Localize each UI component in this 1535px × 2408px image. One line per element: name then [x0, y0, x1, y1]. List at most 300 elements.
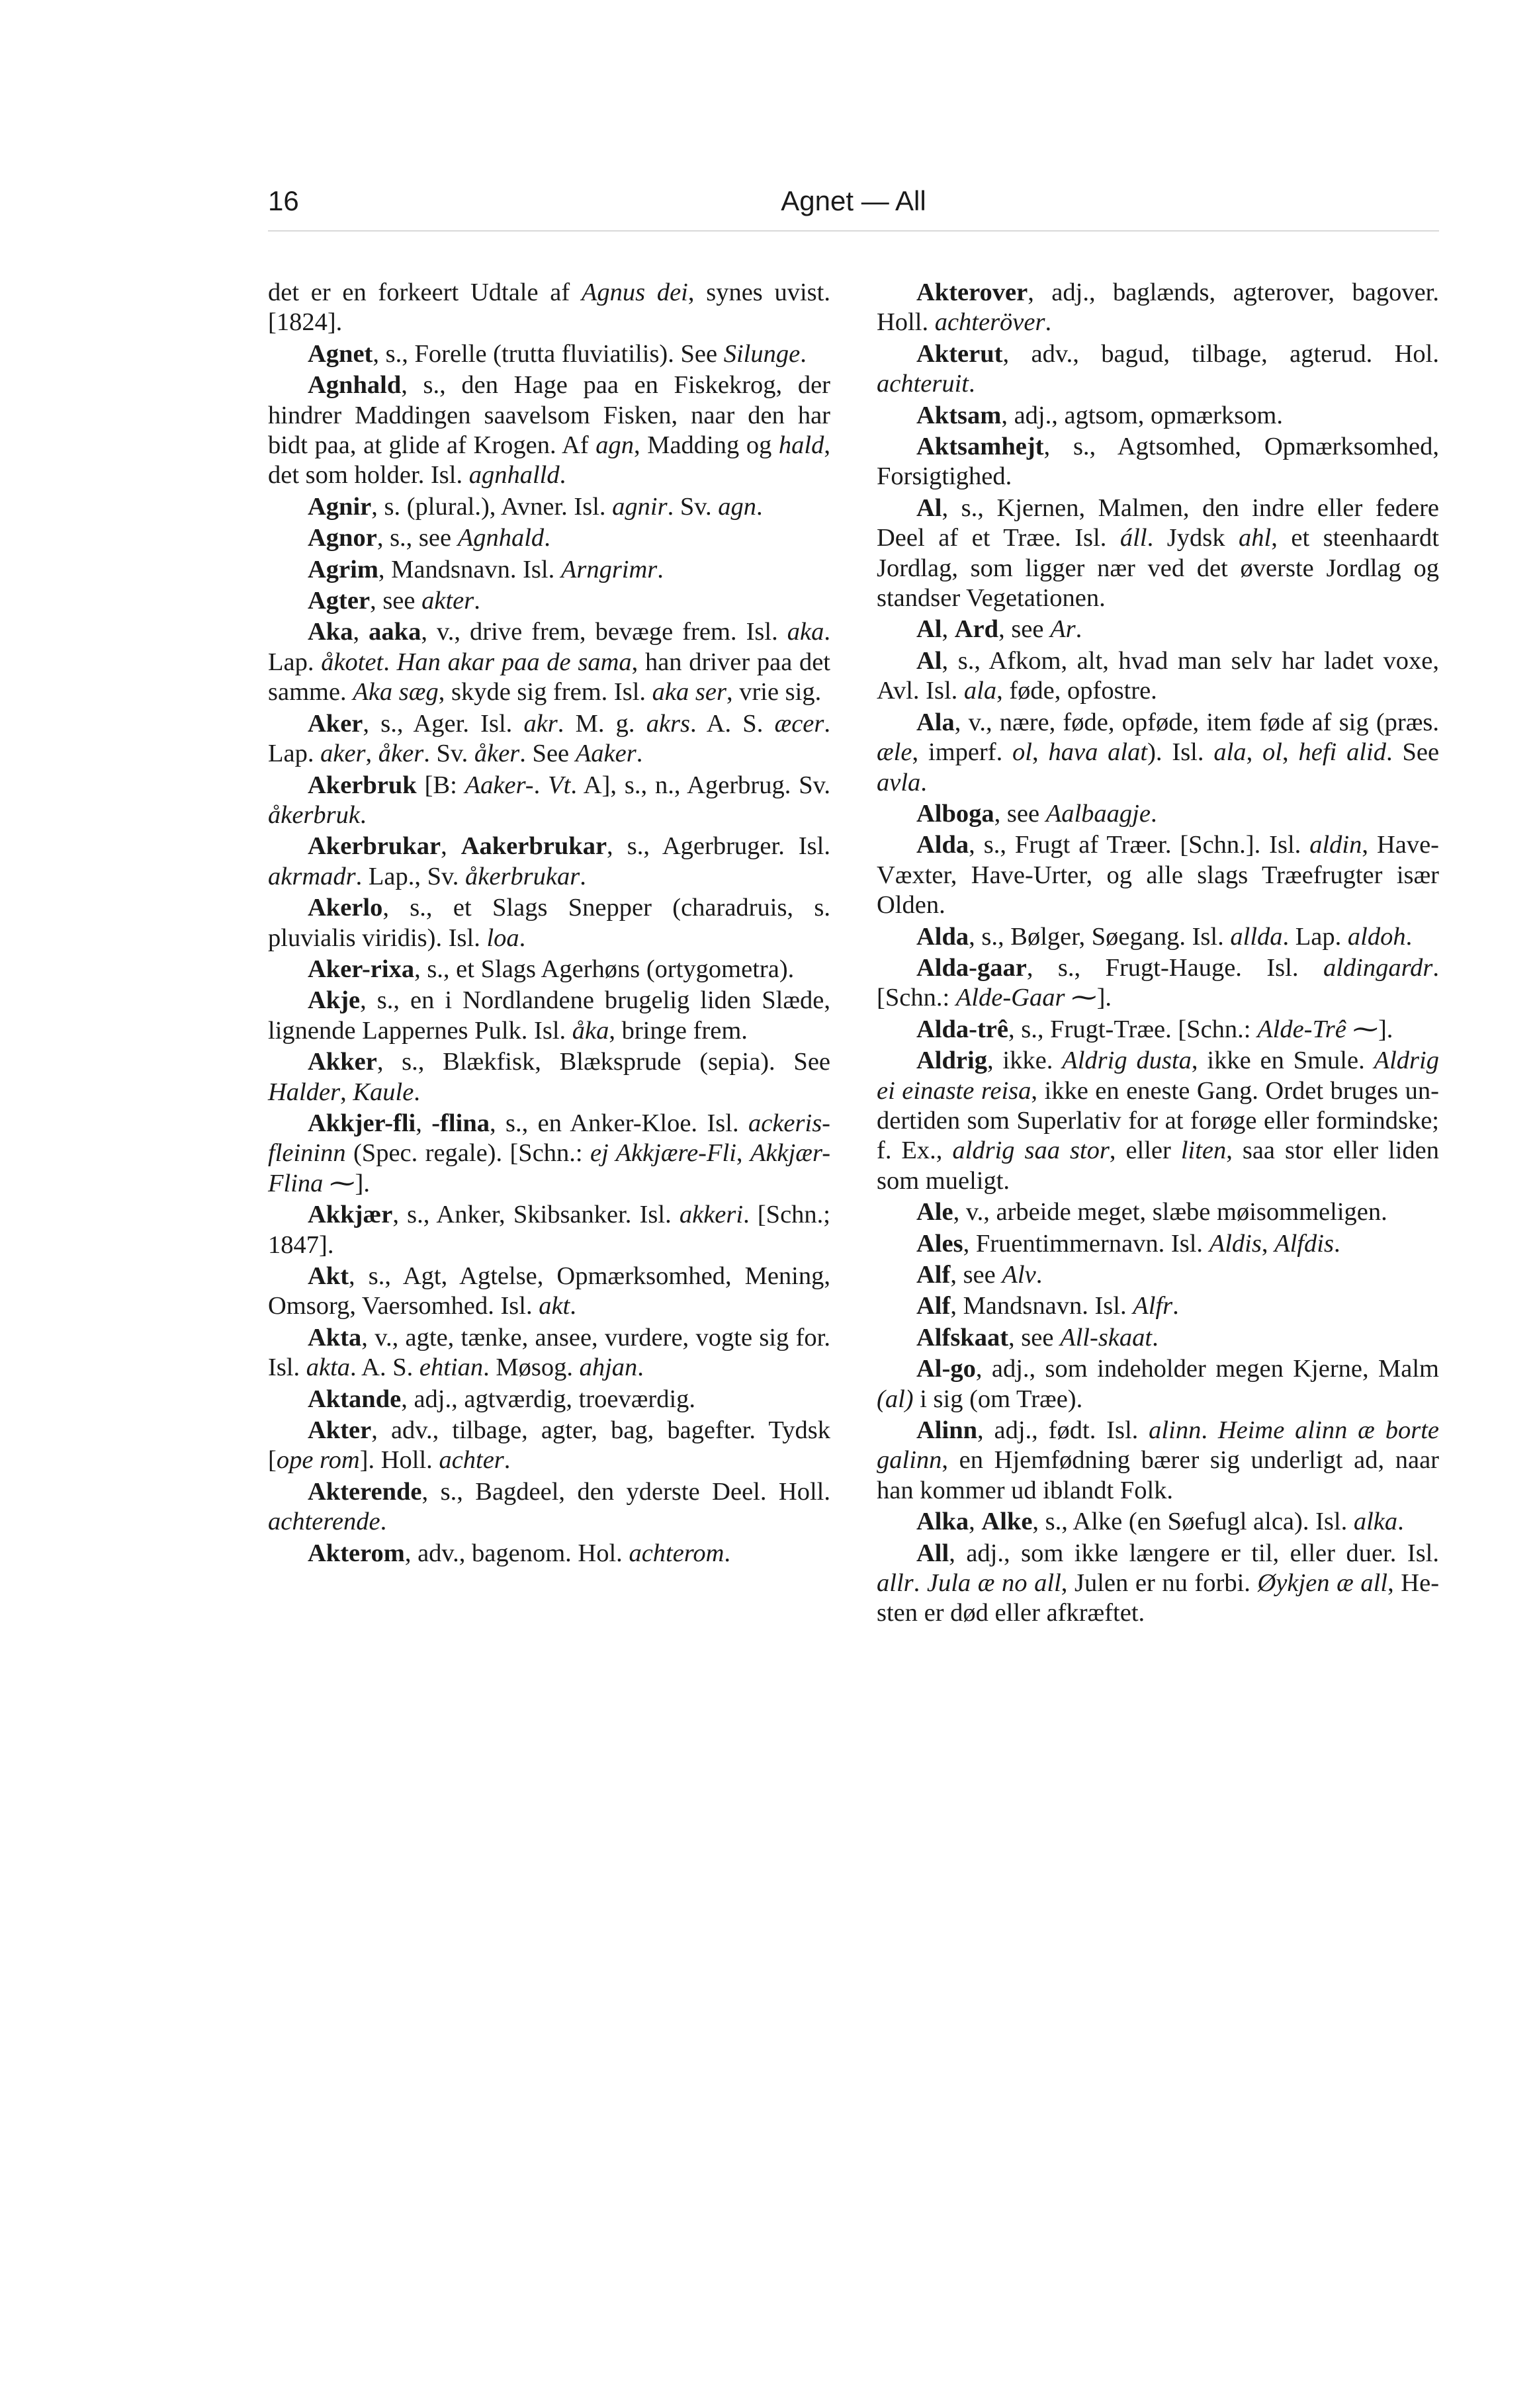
entry-text: , s., Agt, Agtelse, Opmærksomhed, Mening, Omsorg, Vaersomhed. Isl. [268, 1262, 830, 1320]
headword: Al [916, 494, 942, 522]
italic-term: Aldis [1209, 1229, 1262, 1258]
headword: Al-go [916, 1355, 976, 1383]
italic-term: aldoh [1347, 922, 1406, 951]
headword: Agnor [308, 524, 377, 552]
entry-text: , see [950, 1261, 1002, 1289]
entry-text: , v., nære, føde, opføde, item føde af sig (præs. [954, 708, 1439, 736]
entry-text: . [724, 1539, 731, 1567]
dictionary-entry [877, 1229, 1439, 1259]
entry-text: [B: [416, 771, 465, 799]
entry-text: . [1150, 799, 1157, 828]
italic-term: achter [439, 1446, 504, 1475]
italic-term: Alfr [1133, 1292, 1173, 1320]
headword: Aker [308, 709, 363, 738]
entry-text: , s., Frugt-Hauge. Isl. [1026, 953, 1323, 982]
italic-term: akkeri [679, 1201, 744, 1229]
entry-text: , s., Frugt af Træer. [Schn.]. Isl. [969, 831, 1310, 859]
dictionary-entry [877, 494, 1439, 614]
entry-text: , Have-Væxter, Have-Urter, og alle slags Træefrugter især Olden. [877, 831, 1439, 920]
entry-text: , Mandsnavn. Isl. [950, 1292, 1133, 1320]
entry-text: . Jydsk [1147, 524, 1239, 552]
dictionary-entry [268, 1416, 830, 1476]
italic-term: åker [378, 740, 424, 768]
entry-text: . [756, 492, 763, 521]
italic-term: ehtian [419, 1354, 484, 1382]
headword: Al [916, 615, 942, 644]
entry-text: . [1172, 1292, 1179, 1320]
header-rule [268, 230, 1439, 232]
entry-text: , føde, opfostre. [996, 677, 1157, 705]
italic-term: ala [963, 677, 997, 705]
entry-text: . [Schn.: [877, 953, 1439, 1012]
entry-text: , skyde sig frem. Isl. [438, 678, 652, 707]
italic-term: agn [718, 492, 757, 521]
headword: Agrim [308, 555, 378, 583]
dictionary-entry [877, 432, 1439, 492]
entry-text: , [942, 615, 955, 644]
italic-term: ol [1262, 738, 1282, 767]
headword: Akerbruk [308, 771, 417, 799]
dictionary-entry [877, 708, 1439, 798]
dictionary-entry [268, 1539, 830, 1569]
headword: Aka [308, 618, 353, 646]
italic-term: Alfdis [1274, 1229, 1334, 1258]
headword: Akterut [916, 339, 1003, 368]
entry-text: . Lap. [268, 618, 830, 676]
headword: Ale [916, 1198, 953, 1226]
headword: Ard [954, 615, 999, 644]
dictionary-entry [877, 953, 1439, 1013]
italic-term: åkerbrukar [465, 862, 580, 890]
italic-term: ackeris-fleininn [268, 1109, 830, 1168]
italic-term: Halder [268, 1078, 341, 1106]
entry-text: (Spec. regale). [Schn.: [345, 1139, 590, 1168]
dictionary-entry [877, 615, 1439, 644]
entry-text: . A. S. [350, 1354, 419, 1382]
entry-text: . [636, 740, 643, 768]
dictionary-entry [877, 1416, 1439, 1506]
dictionary-entry [268, 1047, 830, 1107]
entry-text: , han driver paa det samme. [268, 648, 831, 707]
italic-term: hald [778, 431, 824, 460]
italic-term: (al) [877, 1385, 914, 1413]
entry-text: , s., Bagdeel, den yderste Deel. Holl. [421, 1477, 830, 1506]
dictionary-entry [877, 1539, 1439, 1629]
italic-term: loa [486, 924, 519, 952]
entry-text: , s., Forelle (trutta fluviatilis). See [373, 339, 724, 368]
dictionary-entry [268, 771, 830, 831]
italic-term: Øykjen æ all [1257, 1569, 1388, 1598]
headword: Agnhald [308, 371, 402, 400]
entry-text: , see [370, 587, 422, 615]
entry-text: . [559, 461, 566, 490]
entry-text: , adj., født. Isl. [977, 1416, 1149, 1445]
entry-text: , adj., agtsom, opmærksom. [1001, 401, 1283, 429]
entry-text: , Fruentimmernavn. Isl. [963, 1229, 1209, 1258]
italic-term: akter [421, 587, 474, 615]
italic-term: akt [539, 1292, 570, 1320]
entry-text: . [637, 1354, 644, 1382]
entry-text: , Julen er nu forbi. [1061, 1569, 1258, 1598]
entry-text: . Møsog. [483, 1354, 580, 1382]
entry-text: . Lap., Sv. [355, 862, 466, 890]
headword: Akje [308, 986, 361, 1015]
entry-text: . Lap. [268, 709, 830, 768]
dictionary-entry [877, 830, 1439, 920]
headword: Alboga [916, 799, 994, 828]
entry-text: , adj., baglænds, agterover, bagover. Holl. [877, 279, 1439, 337]
entry-text: , v., agte, tænke, ansee, vurdere, vogte sig for. Isl. [268, 1323, 830, 1382]
italic-term: agn [595, 431, 635, 460]
dictionary-entry [268, 586, 830, 616]
entry-text: . A. S. [690, 709, 775, 738]
headword: Akt [308, 1262, 349, 1290]
headword: Alda-gaar [916, 953, 1027, 982]
entry-text: , ikke en Smule. [1191, 1047, 1374, 1075]
entry-text: , s., en Anker-Kloe. Isl. [489, 1109, 748, 1137]
entry-text: , Mandsnavn. Isl. [378, 555, 561, 583]
italic-term: achteröver [934, 308, 1045, 337]
dictionary-entry [268, 523, 830, 553]
italic-term: Aka sæg [353, 678, 439, 707]
italic-term: Akkjær-Flina [268, 1139, 831, 1197]
italic-term: alka [1353, 1508, 1398, 1536]
entry-text: , s., den Hage paa en Fiskekrog, der hindrer Maddingen saavelsom Fisken, naar den har bidt paa, at glide af Krogen. Af [268, 371, 830, 460]
italic-term: aka [787, 618, 824, 646]
italic-term: Han akar paa de sama [396, 648, 632, 676]
italic-term: Ar [1050, 615, 1076, 644]
entry-text: . [519, 924, 526, 952]
entry-text: , ikke en eneste Gang. Ordet bruges undertiden som Superlativ for at forøge eller formindske; f. Ex., [877, 1076, 1439, 1165]
entry-text: , [1282, 738, 1299, 767]
entry-text: . [Schn.; 1847]. [268, 1201, 830, 1259]
italic-term: allda [1230, 922, 1283, 951]
entry-text: . [1045, 308, 1052, 337]
italic-term: Aldrig ei einaste reisa [877, 1047, 1439, 1105]
entry-text: , v., arbeide meget, slæbe møisommeligen. [953, 1198, 1387, 1226]
entry-text: , s., Blækfisk, Blæksprude (sepia). See [376, 1048, 830, 1076]
dictionary-entry [877, 339, 1439, 400]
headword: -flina [431, 1109, 490, 1137]
dictionary-entry [268, 1262, 830, 1322]
entry-text: ⁓]. [1346, 1015, 1393, 1043]
dictionary-entry [268, 1200, 830, 1260]
entry-text: . [544, 524, 550, 552]
headword: Ales [916, 1229, 963, 1258]
italic-term: åka [572, 1016, 609, 1045]
headword: Alke [981, 1508, 1033, 1536]
italic-term: Aalbaagje [1045, 799, 1151, 828]
entry-text: ⁓]. [1065, 984, 1112, 1012]
dictionary-entry [268, 832, 830, 892]
entry-text: , det som holder. Isl. [268, 431, 830, 490]
italic-term: achterom [629, 1539, 724, 1567]
entry-text: . [504, 1446, 511, 1475]
entry-text: , [441, 832, 461, 861]
italic-term: allr [877, 1569, 914, 1598]
headword: Akter [308, 1416, 372, 1445]
entry-text: . [1201, 1416, 1218, 1445]
dictionary-entry [877, 278, 1439, 338]
italic-term: Aldrig dusta [1062, 1047, 1192, 1075]
dictionary-entry [877, 1015, 1439, 1045]
headword: Aakerbrukar [460, 832, 607, 861]
dictionary-entry [268, 555, 830, 585]
italic-term: áll [1119, 524, 1147, 552]
entry-text: . M. g. [557, 709, 646, 738]
dictionary-entry [268, 617, 830, 707]
entry-text: , vrie sig. [726, 678, 822, 707]
entry-text: . See [519, 740, 576, 768]
entry-text: , [365, 740, 378, 768]
entry-text: , s. (plural.), Avner. Isl. [371, 492, 613, 521]
dictionary-entry [877, 1507, 1439, 1537]
headword: Akterover [916, 279, 1028, 306]
entry-text: . [1152, 1323, 1159, 1352]
headword: Aktande [308, 1385, 402, 1413]
headword: Alfskaat [916, 1323, 1009, 1352]
running-head: Agnet — All [781, 185, 926, 216]
italic-term: alinn [1149, 1416, 1202, 1445]
italic-term: ope rom [276, 1446, 360, 1475]
italic-term: ahjan [579, 1354, 638, 1382]
entry-text: , s., see [376, 524, 458, 552]
dictionary-entry [877, 922, 1439, 952]
entry-text: . [1397, 1508, 1404, 1536]
entry-text: . [533, 771, 548, 799]
italic-term: Jula æ no all [926, 1569, 1061, 1598]
entry-text: , saa stor eller liden som mueligt. [877, 1137, 1440, 1195]
italic-term: Aaker- [464, 771, 534, 799]
headword: Akerbrukar [308, 832, 441, 861]
entry-text: ⁓]. [323, 1169, 370, 1197]
left-column [268, 278, 830, 1570]
entry-text: . [969, 370, 975, 398]
entry-text: ). Isl. [1147, 738, 1214, 767]
entry-text: . [474, 587, 480, 615]
italic-term: aldin [1309, 831, 1362, 859]
dictionary-entry [268, 955, 830, 984]
dictionary-entry [877, 1260, 1439, 1290]
dictionary-entry [268, 893, 830, 953]
headword: Alka [916, 1508, 969, 1536]
page-number: 16 [268, 185, 299, 216]
entry-text: , [1261, 1229, 1275, 1258]
italic-term: agnir [612, 492, 668, 521]
headword: Alf [916, 1261, 951, 1289]
italic-term: ej Akkjære-Fli [590, 1139, 736, 1168]
italic-term: Heime alinn æ borte galinn [877, 1416, 1439, 1475]
headword: Al [916, 646, 942, 675]
entry-text: , ikke. [987, 1047, 1063, 1075]
dictionary-entry [877, 1354, 1439, 1414]
headword: Akkjær [308, 1201, 393, 1229]
headword: Aktsam [916, 401, 1002, 429]
entry-text: , [340, 1078, 353, 1106]
entry-text: . Lap. [1282, 922, 1348, 951]
dictionary-entry [877, 1291, 1439, 1321]
entry-text: det er en forkeert Udtale af [268, 279, 582, 306]
dictionary-entry [877, 799, 1439, 829]
italic-term: Kaule [353, 1078, 414, 1106]
dictionary-entry [877, 401, 1439, 431]
entry-text: . [570, 1292, 576, 1320]
dictionary-entry [268, 339, 830, 369]
entry-text: , see [1008, 1323, 1061, 1352]
italic-term: Aaker [575, 740, 636, 768]
headword: Akterom [308, 1539, 405, 1567]
italic-term: ol [1012, 738, 1032, 767]
entry-text: , [736, 1139, 750, 1168]
italic-term: aldingardr [1323, 953, 1433, 982]
entry-text: , adj., som ikke længere er til, eller duer. Isl. [949, 1539, 1439, 1567]
headword: Akkjer-fli [308, 1109, 416, 1137]
entry-text: , s., Agerbruger. Isl. [607, 832, 830, 861]
dictionary-entry [268, 709, 830, 769]
dictionary-entry [877, 1046, 1439, 1196]
entry-text: , en Hjemfødning bærer sig underligt ad, naar han kommer ud iblandt Folk. [877, 1446, 1439, 1504]
headword: Akta [308, 1323, 362, 1352]
headword: Aldrig [916, 1047, 987, 1075]
entry-text: , adv., bagenom. Hol. [404, 1539, 629, 1567]
italic-term: Alv [1002, 1261, 1036, 1289]
italic-term: Vt [548, 771, 571, 799]
italic-term: akta [306, 1354, 351, 1382]
italic-term: åkotet [321, 648, 384, 676]
entry-text: . [414, 1078, 420, 1106]
entry-text: . [580, 862, 586, 890]
italic-term: æcer [774, 709, 824, 738]
entry-text: , s., Frugt-Træe. [Schn.: [1008, 1015, 1258, 1043]
italic-term: avla [877, 768, 921, 796]
entry-text: , adv., bagud, tilbage, agterud. Hol. [1002, 339, 1439, 368]
entry-text: , [416, 1109, 432, 1137]
italic-term: åkerbruk [268, 800, 360, 829]
entry-text: . [383, 648, 397, 676]
dictionary-entry [268, 986, 830, 1046]
italic-term: Agnus dei [581, 279, 688, 306]
dictionary-entry [268, 370, 830, 491]
italic-term: aka ser [652, 678, 726, 707]
entry-text: , see [994, 799, 1046, 828]
entry-text: , s., et Slags Agerhøns (ortygometra). [414, 955, 795, 983]
italic-term: liten [1180, 1137, 1227, 1165]
entry-text: , [969, 1508, 982, 1536]
italic-term: achterende [268, 1508, 380, 1536]
italic-term: akrmadr [268, 862, 356, 890]
entry-text: . Sv. [667, 492, 719, 521]
entry-text: , Hesten er død eller afkræftet. [877, 1569, 1440, 1627]
entry-text: ]. Holl. [359, 1446, 439, 1475]
headword: Akterende [308, 1477, 422, 1506]
italic-term: achteruit [877, 370, 969, 398]
dictionary-entry [877, 1197, 1439, 1227]
headword: Agnir [308, 492, 372, 521]
headword: aaka [369, 618, 421, 646]
entry-text: . [380, 1508, 387, 1536]
entry-text: , s., en i Nordlandene brugelig liden Slæde, lignende Lappernes Pulk. Isl. [268, 986, 830, 1045]
headword: Alda [916, 831, 969, 859]
headword: Alda-trê [916, 1015, 1008, 1043]
entry-text: , [1246, 738, 1263, 767]
headword: Akerlo [308, 894, 383, 922]
italic-term: All-skaat [1060, 1323, 1153, 1352]
entry-text: . [657, 555, 664, 583]
headword: Alf [916, 1292, 951, 1320]
entry-text: , s., Agtsomhed, Opmærksomhed, Forsigtighed. [877, 433, 1439, 491]
italic-term: aker [320, 740, 366, 768]
italic-term: akr [523, 709, 558, 738]
dictionary-entry [268, 1323, 830, 1383]
headword: Alinn [916, 1416, 978, 1445]
italic-term: Alde-Trê [1257, 1015, 1346, 1043]
entry-text: , s., Anker, Skibsanker. Isl. [392, 1201, 680, 1229]
entry-text: . [913, 1569, 927, 1598]
italic-term: åker [474, 740, 520, 768]
entry-text: . [1405, 922, 1413, 951]
dictionary-entry [268, 1385, 830, 1414]
dictionary-entry [268, 492, 830, 522]
headword: Agnet [308, 339, 373, 368]
page-header [268, 179, 1439, 232]
italic-term: hefi alid [1298, 738, 1386, 767]
italic-term: agnhalld [468, 461, 560, 490]
entry-text: , eller [1109, 1137, 1181, 1165]
entry-text: . [1333, 1229, 1340, 1258]
entry-text: , [353, 618, 369, 646]
entry-text: , adj., agtværdig, troeværdig. [401, 1385, 696, 1413]
entry-text: , s., Kjernen, Malmen, den indre eller federe Deel af et Træe. Isl. [877, 494, 1439, 552]
italic-term: ala [1213, 738, 1247, 767]
italic-term: Silunge [723, 339, 801, 368]
entry-text: , v., drive frem, bevæge frem. Isl. [421, 618, 787, 646]
entry-text: . [359, 800, 367, 829]
italic-term: æle [877, 738, 912, 767]
entry-text: . [920, 768, 927, 796]
italic-term: Agnhald [457, 524, 545, 552]
entry-text: , bringe frem. [609, 1016, 748, 1045]
italic-term: ahl [1239, 524, 1272, 552]
entry-text: , see [998, 615, 1051, 644]
entry-text: , synes uvist. [1824]. [268, 279, 830, 337]
entry-text: . A], s., n., Agerbrug. Sv. [570, 771, 830, 799]
headword: Akker [308, 1048, 377, 1076]
dictionary-entry [268, 278, 830, 338]
entry-text: , adj., som indeholder megen Kjerne, Malm [975, 1355, 1439, 1383]
entry-text: , s., Bølger, Søegang. Isl. [969, 922, 1231, 951]
italic-term: Arngrimr [560, 555, 658, 583]
entry-text: . [800, 339, 807, 368]
dictionary-entry [268, 1109, 830, 1199]
entry-text: , et steenhaardt Jordlag, som ligger nær ved det øverste Jordlag og standser Vegetationen. [877, 524, 1439, 613]
entry-text: , imperf. [912, 738, 1013, 767]
entry-text: , Madding og [634, 431, 779, 460]
entry-text: i sig (om Træe). [913, 1385, 1083, 1413]
dictionary-entry [268, 1477, 830, 1537]
italic-term: aldrig saa stor [952, 1137, 1110, 1165]
entry-text: . See [1385, 738, 1440, 767]
headword: Aktsamhejt [916, 433, 1044, 461]
headword: Ala [916, 708, 955, 736]
headword: Agter [308, 587, 371, 615]
entry-text: , s., Alke (en Søefugl alca). Isl. [1032, 1508, 1354, 1536]
entry-text: . [1075, 615, 1082, 644]
entry-text: , [1032, 738, 1049, 767]
entry-text: , s., Afkom, alt, hvad man selv har ladet voxe, Avl. Isl. [877, 646, 1439, 705]
entry-text: , s., et Slags Snepper (charadruis, s. pluvialis viridis). Isl. [268, 894, 830, 952]
headword: Alda [916, 922, 969, 951]
dictionary-entry [877, 1323, 1439, 1353]
